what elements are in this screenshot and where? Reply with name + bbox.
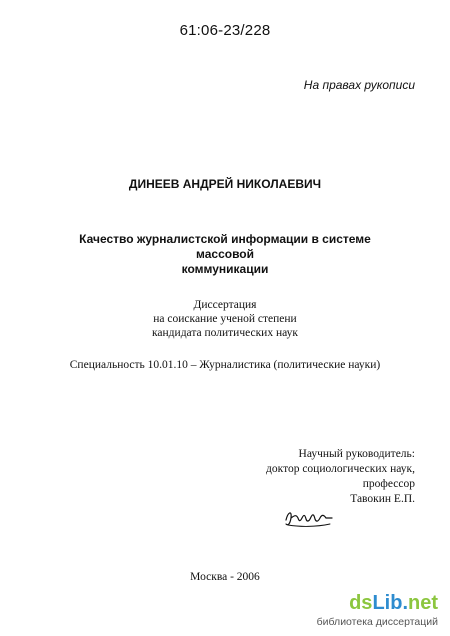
title-line-1: Качество журналистской информации в системе массовой [79, 232, 371, 261]
work-type-line-3: кандидата политических наук [152, 327, 298, 339]
advisor-block [215, 447, 415, 507]
advisor-line-3: профессор [362, 478, 415, 490]
dissertation-title [60, 232, 390, 277]
author-name: ДИНЕЕВ АНДРЕЙ НИКОЛАЕВИЧ [128, 177, 322, 191]
manuscript-note: На правах рукописи [303, 78, 415, 92]
watermark-logo [349, 592, 438, 615]
specialty: Специальность 10.01.10 – Журналистика (политические науки) [69, 359, 381, 371]
archive-code: 61:06-23/228 [179, 22, 271, 39]
watermark-logo-net: net [408, 592, 438, 614]
handwritten-signature [282, 506, 338, 530]
work-type-line-2: на соискание ученой степени [153, 313, 297, 325]
watermark-logo-ds: ds [349, 592, 373, 614]
watermark-logo-dot: . [402, 592, 408, 614]
watermark-tagline: библиотека диссертаций [316, 616, 438, 628]
city-year: Москва - 2006 [190, 571, 260, 583]
advisor-line-4: Тавокин Е.П. [350, 493, 415, 505]
dslib-watermark [282, 592, 442, 632]
work-type-block [0, 298, 450, 340]
advisor-line-2: доктор социологических наук, [266, 463, 415, 475]
title-line-2: коммуникации [181, 262, 269, 276]
advisor-line-1: Научный руководитель: [298, 448, 415, 460]
watermark-logo-lib: Lib [372, 592, 403, 614]
work-type-line-1: Диссертация [193, 299, 257, 311]
